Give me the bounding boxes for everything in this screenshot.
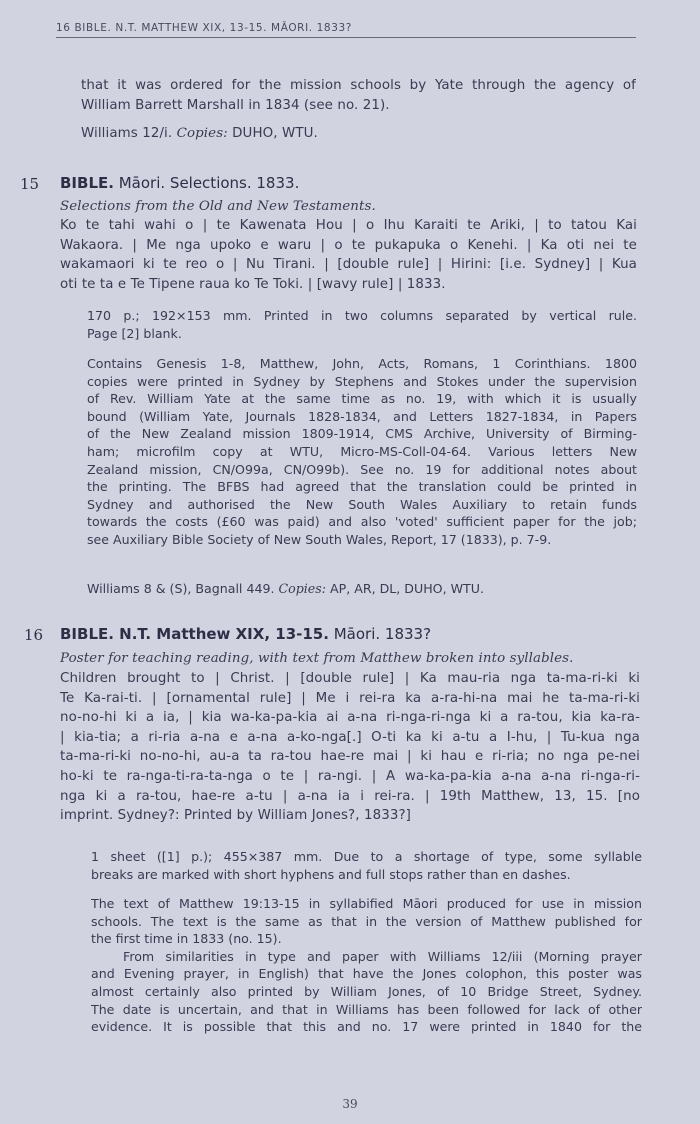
text-line: Wakaora. | Me nga upoko e waru | o te pukapuka o Kenehi. | Ka oti nei te <box>60 237 637 253</box>
text-line: 1 sheet ([1] p.); 455×387 mm. Due to a shortage of type, some syllable <box>91 849 642 864</box>
running-head: 16 BIBLE. N.T. MATTHEW XIX, 13-15. MĀORI. 1833? <box>56 22 636 38</box>
text-line: ta-ma-ri-ki no-no-hi, au-a ta ra-tou hae-re mai | ki hau e ri-ria; no nga pe-nei <box>60 749 640 765</box>
text-line: ham; microfilm copy at WTU, Micro-MS-Coll-04-64. Various letters New <box>87 443 637 459</box>
text-line: oti te ta e Te Tipene raua ko Te Toki. | [wavy rule] | 1833. <box>60 276 446 292</box>
text-line: schools. The text is the same as that in the version of Matthew published for <box>91 913 642 929</box>
text-line: towards the costs (£60 was paid) and also 'voted' sufficient paper for the job; <box>87 514 637 530</box>
text-line: The text of Matthew 19:13-15 in syllabified Māori produced for use in mission <box>91 896 642 911</box>
text-line: ho-ki te ra-nga-ti-ra-ta-nga o te | ra-ngi. | A wa-ka-pa-kia a-na a-na ri-nga-ri- <box>60 768 640 784</box>
entry-collation <box>91 848 642 883</box>
heading-rest: Māori. 1833? <box>333 625 432 643</box>
text-line: | kia-tia; a ri-ria a-na e a-na a-ko-nga[.] O-ti ka ki a-tu a I-hu, | Tu-kua nga <box>60 729 640 745</box>
heading-rest: Māori. Selections. 1833. <box>118 174 300 192</box>
text-line: bound (William Yate, Journals 1828-1834, and Letters 1827-1834, in Papers <box>87 408 637 424</box>
text-line: Zealand mission, CN/O99a, CN/O99b). See no. 19 for additional notes about <box>87 461 637 477</box>
text-line: Sydney and authorised the New South Wales Auxiliary to retain funds <box>87 496 637 512</box>
entry-transcription <box>60 216 637 294</box>
heading-bold: BIBLE. N.T. Matthew XIX, 13-15. <box>60 625 329 643</box>
reference-text: Williams 8 & (S), Bagnall 449. <box>87 581 275 596</box>
text-line: that it was ordered for the mission schools by Yate through the agency of <box>81 78 636 93</box>
entry-references <box>87 580 637 598</box>
text-line: Children brought to | Christ. | [double rule] | Ka mau-ria nga ta-ma-ri-ki ki <box>60 671 640 686</box>
entry-notes <box>87 355 637 549</box>
text-line: and Evening prayer, in English) that have the Jones colophon, this poster was <box>91 966 642 982</box>
text-line: almost certainly also printed by William Jones, of 10 Bridge Street, Sydney. <box>91 983 642 999</box>
text-line: of the New Zealand mission 1809-1914, CMS Archive, University of Birming- <box>87 426 637 442</box>
text-line: Page [2] blank. <box>87 325 182 341</box>
text-line: From similarities in type and paper with Williams 12/iii (Morning prayer <box>123 948 642 964</box>
copies-label: Copies: <box>176 126 228 141</box>
text-line: William Barrett Marshall in 1834 (see no. 21). <box>81 97 390 113</box>
text-line: no-no-hi ki a ia, | kia wa-ka-pa-kia ai a-na ri-nga-ri-nga ki a ra-tou, kia ka-ra- <box>60 710 640 726</box>
entry-title: Selections from the Old and New Testaments. <box>60 199 376 214</box>
text-line: wakamaori ki te reo o | Nu Tirani. | [double rule] | Hirini: [i.e. Sydney] | Kua <box>60 257 637 273</box>
entry-heading <box>60 625 431 643</box>
text-line: breaks are marked with short hyphens and full stops rather than en dashes. <box>91 866 571 882</box>
carryover-paragraph <box>81 76 636 115</box>
entry-title: Poster for teaching reading, with text from Matthew broken into syllables. <box>60 651 574 666</box>
text-line: see Auxiliary Bible Society of New South Wales, Report, 17 (1833), p. 7-9. <box>87 531 552 547</box>
reference-text: Williams 12/i. <box>81 126 173 141</box>
copies-list: AP, AR, DL, DUHO, WTU. <box>329 581 484 596</box>
text-line: imprint. Sydney?: Printed by William Jones?, 1833?] <box>60 808 411 824</box>
entry-number: 15 <box>20 175 40 193</box>
entry-notes <box>91 895 642 1036</box>
text-line: the printing. The BFBS had agreed that the translation could be printed in <box>87 479 637 495</box>
page-number: 39 <box>342 1097 358 1111</box>
text-line: copies were printed in Sydney by Stephens and Stokes under the supervision <box>87 373 637 389</box>
entry-transcription <box>60 669 640 826</box>
text-line: evidence. It is possible that this and no. 17 were printed in 1840 for the <box>91 1019 642 1035</box>
text-line: The date is uncertain, and that in Williams has been followed for lack of other <box>91 1001 642 1017</box>
entry-number: 16 <box>24 626 44 644</box>
text-line: nga ki a ra-tou, hae-re a-tu | a-na ia i rei-ra. | 19th Matthew, 13, 15. [no <box>60 788 640 804</box>
text-line: 170 p.; 192×153 mm. Printed in two columns separated by vertical rule. <box>87 308 637 323</box>
entry-collation <box>87 307 637 342</box>
heading-bold: BIBLE. <box>60 174 114 192</box>
text-line: of Rev. William Yate at the same time as no. 19, with which it is usually <box>87 391 637 407</box>
text-line: Contains Genesis 1-8, Matthew, John, Acts, Romans, 1 Corinthians. 1800 <box>87 356 637 371</box>
entry-heading <box>60 174 299 192</box>
text-line: Ko te tahi wahi o | te Kawenata Hou | o Ihu Karaiti te Ariki, | to tatou Kai <box>60 218 637 233</box>
copies-label: Copies: <box>278 581 326 596</box>
text-line: Te Ka-rai-ti. | [ornamental rule] | Me i rei-ra ka a-ra-hi-na mai he ta-ma-ri-ki <box>60 690 640 706</box>
text-line: the first time in 1833 (no. 15). <box>91 931 282 947</box>
carryover-references <box>81 124 636 144</box>
copies-list: DUHO, WTU. <box>232 126 318 141</box>
